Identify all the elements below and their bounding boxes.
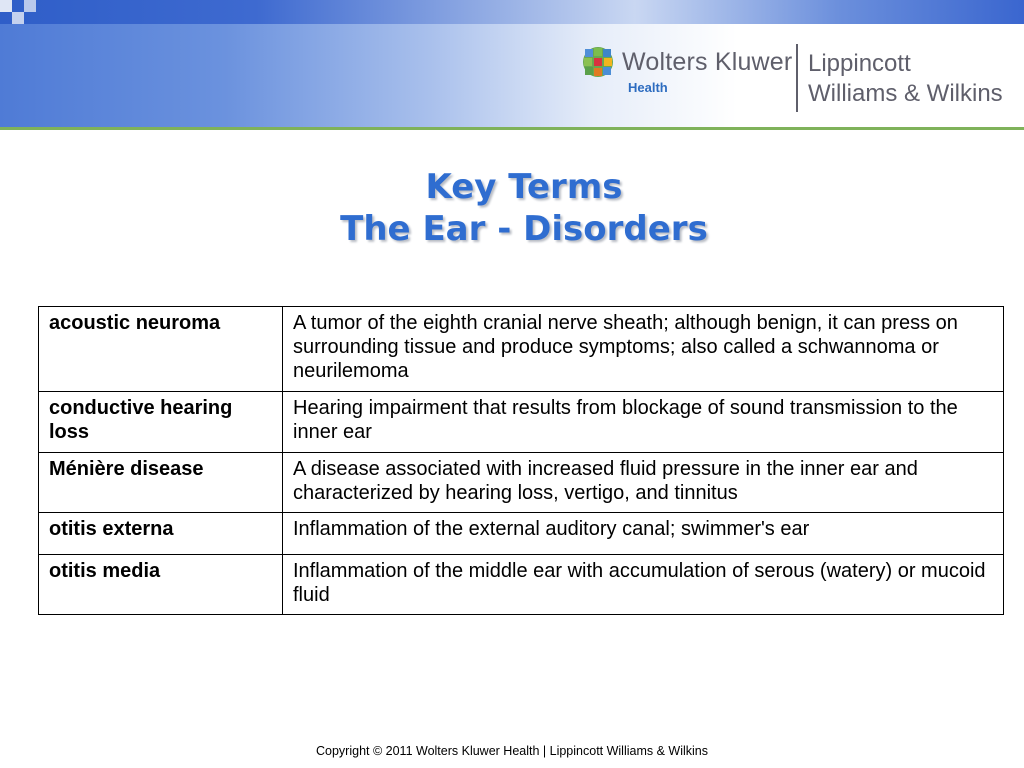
table-row [39, 513, 1004, 555]
key-terms-table [38, 306, 1004, 615]
term-cell: otitis media [39, 555, 283, 615]
decorative-square [0, 0, 12, 12]
table-row [39, 453, 1004, 513]
decorative-square [12, 12, 24, 24]
definition-cell: A tumor of the eighth cranial nerve sheath; although benign, it can press on surrounding tissue and produce symptoms; also called a schwannoma or neurilemoma [283, 307, 1004, 392]
table-row [39, 555, 1004, 615]
term-cell: otitis externa [39, 513, 283, 555]
logo-divider [796, 44, 798, 112]
header-top-bar [0, 0, 1024, 24]
definition-cell: A disease associated with increased fluid pressure in the inner ear and characterized by hearing loss, vertigo, and tinnitus [283, 453, 1004, 513]
term-cell: conductive hearing loss [39, 392, 283, 453]
publisher-name-line1: Lippincott [808, 50, 911, 77]
definition-cell: Inflammation of the middle ear with accumulation of serous (watery) or mucoid fluid [283, 555, 1004, 615]
definition-cell: Inflammation of the external auditory canal; swimmer's ear [283, 513, 1004, 555]
slide-title [0, 166, 1024, 250]
publisher-name-line2: Williams & Wilkins [808, 80, 1003, 107]
wolters-kluwer-globe-icon [582, 46, 614, 78]
table-row [39, 307, 1004, 392]
term-cell: acoustic neuroma [39, 307, 283, 392]
publisher-logo [582, 42, 1022, 114]
title-line-2: The Ear - Disorders [340, 209, 708, 249]
copyright-text: Copyright © 2011 Wolters Kluwer Health | Lippincott Williams & Wilkins [316, 744, 708, 758]
definition-cell: Hearing impairment that results from blockage of sound transmission to the inner ear [283, 392, 1004, 453]
header-banner [0, 0, 1024, 127]
decorative-square [24, 0, 36, 12]
footer-copyright [0, 744, 1024, 758]
header-divider [0, 127, 1024, 130]
title-line-1: Key Terms [425, 167, 623, 207]
brand-sub: Health [628, 80, 668, 95]
table-row [39, 392, 1004, 453]
brand-name: Wolters Kluwer [622, 48, 793, 76]
term-cell: Ménière disease [39, 453, 283, 513]
